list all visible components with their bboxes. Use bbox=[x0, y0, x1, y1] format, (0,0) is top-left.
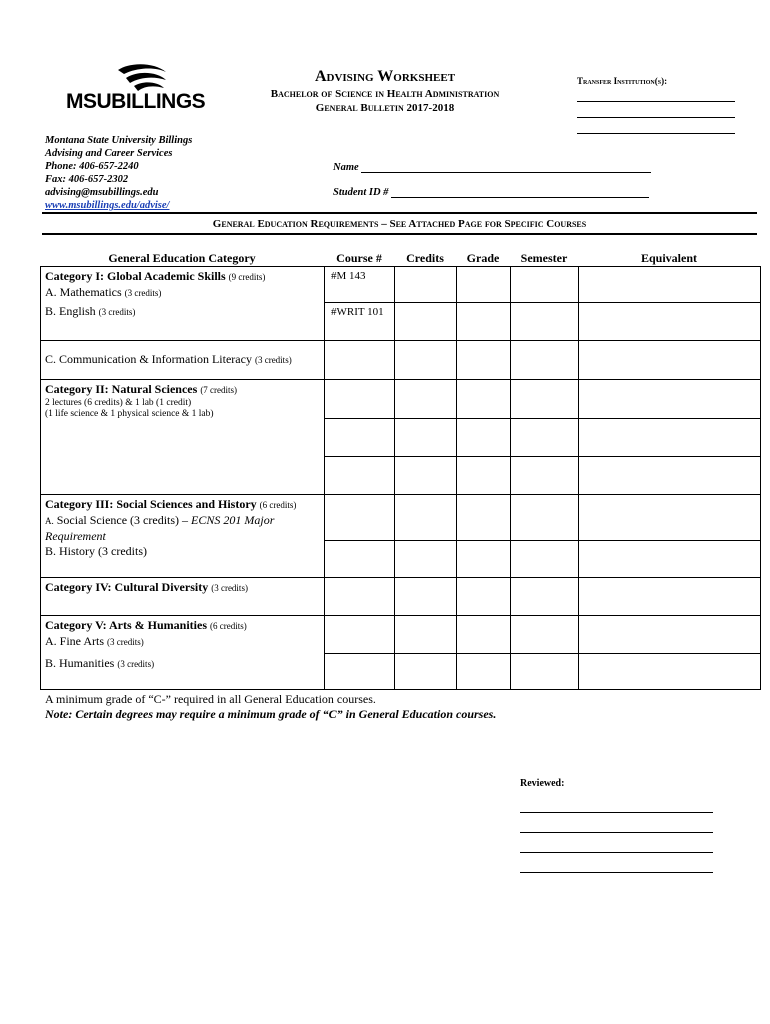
semester-cell[interactable] bbox=[511, 495, 579, 541]
social-science-prefix: A. bbox=[45, 516, 54, 526]
header-credits: Credits bbox=[406, 251, 444, 265]
semester-cell[interactable] bbox=[511, 654, 579, 690]
category-2-credits: (7 credits) bbox=[200, 385, 238, 395]
transfer-institutions bbox=[577, 76, 737, 134]
table-row bbox=[41, 616, 761, 654]
degree-subtitle: Bachelor of Science in Health Administration bbox=[270, 88, 500, 100]
grade-cell[interactable] bbox=[457, 578, 511, 616]
math-credits: (3 credits) bbox=[124, 288, 162, 298]
semester-cell[interactable] bbox=[511, 303, 579, 341]
grade-cell[interactable] bbox=[457, 495, 511, 541]
humanities-credits: (3 credits) bbox=[117, 659, 155, 669]
credits-cell[interactable] bbox=[395, 303, 457, 341]
reviewed-line[interactable] bbox=[520, 853, 713, 873]
grade-cell[interactable] bbox=[457, 341, 511, 380]
category-2-cell bbox=[41, 380, 325, 495]
humanities-label: B. Humanities bbox=[45, 656, 115, 670]
english-course-cell[interactable]: #WRIT 101 bbox=[325, 303, 395, 341]
equivalent-cell[interactable] bbox=[579, 578, 761, 616]
category-5-credits: (6 credits) bbox=[210, 621, 247, 631]
english-label: B. English bbox=[45, 304, 96, 318]
semester-cell[interactable] bbox=[511, 419, 579, 457]
title-block bbox=[235, 68, 535, 114]
table-row bbox=[41, 495, 761, 541]
student-id-line[interactable] bbox=[391, 186, 649, 198]
equivalent-cell[interactable] bbox=[579, 341, 761, 380]
communication-credits: (3 credits) bbox=[254, 355, 292, 365]
email-address: advising@msubillings.edu bbox=[45, 187, 159, 198]
grade-cell[interactable] bbox=[457, 380, 511, 419]
fine-arts-label: A. Fine Arts bbox=[45, 634, 105, 648]
equivalent-cell[interactable] bbox=[579, 380, 761, 419]
category-2-title: Category II: Natural Sciences bbox=[45, 382, 198, 396]
credits-cell[interactable] bbox=[395, 267, 457, 303]
transfer-line[interactable] bbox=[577, 118, 735, 134]
fine-arts-credits: (3 credits) bbox=[107, 637, 144, 647]
banner-rule-bottom bbox=[42, 233, 757, 235]
category-4-credits: (3 credits) bbox=[211, 583, 248, 593]
header-category: General Education Category bbox=[108, 251, 256, 265]
msu-billings-logo bbox=[66, 64, 216, 116]
grade-note-emphasis: Note: Certain degrees may require a minimum grade of “C” in General Education courses. bbox=[45, 707, 497, 721]
header-equivalent: Equivalent bbox=[640, 251, 697, 265]
grade-cell[interactable] bbox=[457, 654, 511, 690]
category-4-title: Category IV: Cultural Diversity bbox=[45, 580, 209, 594]
semester-cell[interactable] bbox=[511, 341, 579, 380]
course-cell[interactable] bbox=[325, 541, 395, 578]
course-cell[interactable] bbox=[325, 616, 395, 654]
social-science-label: Social Science (3 credits) – bbox=[56, 513, 189, 527]
gen-ed-table bbox=[40, 266, 761, 690]
header-semester: Semester bbox=[520, 251, 568, 265]
category-1-credits: (9 credits) bbox=[228, 272, 266, 282]
equivalent-cell[interactable] bbox=[579, 457, 761, 495]
reviewed-line[interactable] bbox=[520, 793, 713, 813]
semester-cell[interactable] bbox=[511, 578, 579, 616]
course-cell[interactable] bbox=[325, 654, 395, 690]
name-line[interactable] bbox=[361, 161, 651, 173]
grade-cell[interactable] bbox=[457, 267, 511, 303]
header-course: Course # bbox=[336, 251, 382, 265]
credits-cell[interactable] bbox=[395, 495, 457, 541]
credits-cell[interactable] bbox=[395, 578, 457, 616]
name-label: Name bbox=[333, 162, 359, 173]
phone-number: Phone: 406-657-2240 bbox=[45, 161, 139, 172]
table-row bbox=[41, 578, 761, 616]
semester-cell[interactable] bbox=[511, 616, 579, 654]
equivalent-cell[interactable] bbox=[579, 541, 761, 578]
course-cell[interactable] bbox=[325, 578, 395, 616]
english-credits: (3 credits) bbox=[98, 307, 136, 317]
grade-cell[interactable] bbox=[457, 303, 511, 341]
category-2-note: 2 lectures (6 credits) & 1 lab (1 credit) bbox=[45, 398, 192, 408]
equivalent-cell[interactable] bbox=[579, 303, 761, 341]
student-id-field bbox=[333, 186, 649, 198]
category-2-note: (1 life science & 1 physical science & 1 lab) bbox=[45, 409, 214, 419]
reviewed-section bbox=[520, 778, 713, 873]
reviewed-label: Reviewed: bbox=[520, 778, 565, 789]
header-grade: Grade bbox=[466, 251, 500, 265]
equivalent-cell[interactable] bbox=[579, 495, 761, 541]
university-name: Montana State University Billings bbox=[45, 135, 193, 146]
category-5-cell bbox=[41, 616, 325, 690]
course-cell[interactable] bbox=[325, 495, 395, 541]
category-4-cell bbox=[41, 578, 325, 616]
equivalent-cell[interactable] bbox=[579, 616, 761, 654]
equivalent-cell[interactable] bbox=[579, 419, 761, 457]
communication-label: C. Communication & Information Literacy bbox=[45, 352, 252, 366]
credits-cell[interactable] bbox=[395, 654, 457, 690]
equivalent-cell[interactable] bbox=[579, 267, 761, 303]
credits-cell[interactable] bbox=[395, 541, 457, 578]
table-column-headers bbox=[40, 251, 760, 265]
semester-cell[interactable] bbox=[511, 267, 579, 303]
communication-cell bbox=[41, 341, 325, 380]
equivalent-cell[interactable] bbox=[579, 654, 761, 690]
semester-cell[interactable] bbox=[511, 380, 579, 419]
swoosh-icon bbox=[116, 64, 168, 92]
table-row bbox=[41, 341, 761, 380]
category-3-credits: (6 credits) bbox=[259, 500, 297, 510]
semester-cell[interactable] bbox=[511, 541, 579, 578]
grade-cell[interactable] bbox=[457, 457, 511, 495]
fax-number: Fax: 406-657-2302 bbox=[45, 174, 129, 185]
table-row bbox=[41, 267, 761, 303]
grade-notes bbox=[45, 692, 496, 722]
credits-cell[interactable] bbox=[395, 616, 457, 654]
contact-info bbox=[45, 134, 192, 212]
banner-rule-top bbox=[42, 212, 757, 214]
course-cell[interactable] bbox=[325, 419, 395, 457]
section-banner: General Education Requirements – See Attached Page for Specific Courses bbox=[212, 218, 587, 230]
reviewed-line[interactable] bbox=[520, 833, 713, 853]
history-label: B. History (3 credits) bbox=[45, 544, 147, 558]
table-row bbox=[41, 380, 761, 419]
transfer-label: Transfer Institution(s): bbox=[577, 76, 668, 86]
category-3-cell bbox=[41, 495, 325, 578]
transfer-line[interactable] bbox=[577, 102, 735, 118]
credits-cell[interactable] bbox=[395, 380, 457, 419]
student-id-label: Student ID # bbox=[333, 187, 389, 198]
credits-cell[interactable] bbox=[395, 419, 457, 457]
grade-cell[interactable] bbox=[457, 541, 511, 578]
website-link[interactable]: www.msubillings.edu/advise/ bbox=[45, 200, 170, 211]
page-title: Advising Worksheet bbox=[314, 68, 456, 85]
logo-wordmark: MSUBILLINGS bbox=[66, 90, 206, 113]
grade-cell[interactable] bbox=[457, 419, 511, 457]
bulletin-subtitle: General Bulletin 2017-2018 bbox=[315, 102, 455, 114]
category-3-title: Category III: Social Sciences and History bbox=[45, 497, 257, 511]
category-5-title: Category V: Arts & Humanities bbox=[45, 618, 207, 632]
credits-cell[interactable] bbox=[395, 341, 457, 380]
course-cell[interactable] bbox=[325, 341, 395, 380]
reviewed-line[interactable] bbox=[520, 813, 713, 833]
course-cell[interactable] bbox=[325, 380, 395, 419]
social-science-requirement: ECNS 201 Major Requirement bbox=[45, 513, 275, 543]
course-cell[interactable] bbox=[325, 457, 395, 495]
category-1-cell bbox=[41, 267, 325, 341]
grade-note: A minimum grade of “C-” required in all General Education courses. bbox=[45, 692, 376, 706]
grade-cell[interactable] bbox=[457, 616, 511, 654]
math-course-cell[interactable]: #M 143 bbox=[325, 267, 395, 303]
category-1-title: Category I: Global Academic Skills bbox=[45, 269, 226, 283]
math-label: A. Mathematics bbox=[45, 285, 122, 299]
transfer-line[interactable] bbox=[577, 86, 735, 102]
department-name: Advising and Career Services bbox=[45, 148, 173, 159]
semester-cell[interactable] bbox=[511, 457, 579, 495]
credits-cell[interactable] bbox=[395, 457, 457, 495]
name-field bbox=[333, 161, 651, 173]
